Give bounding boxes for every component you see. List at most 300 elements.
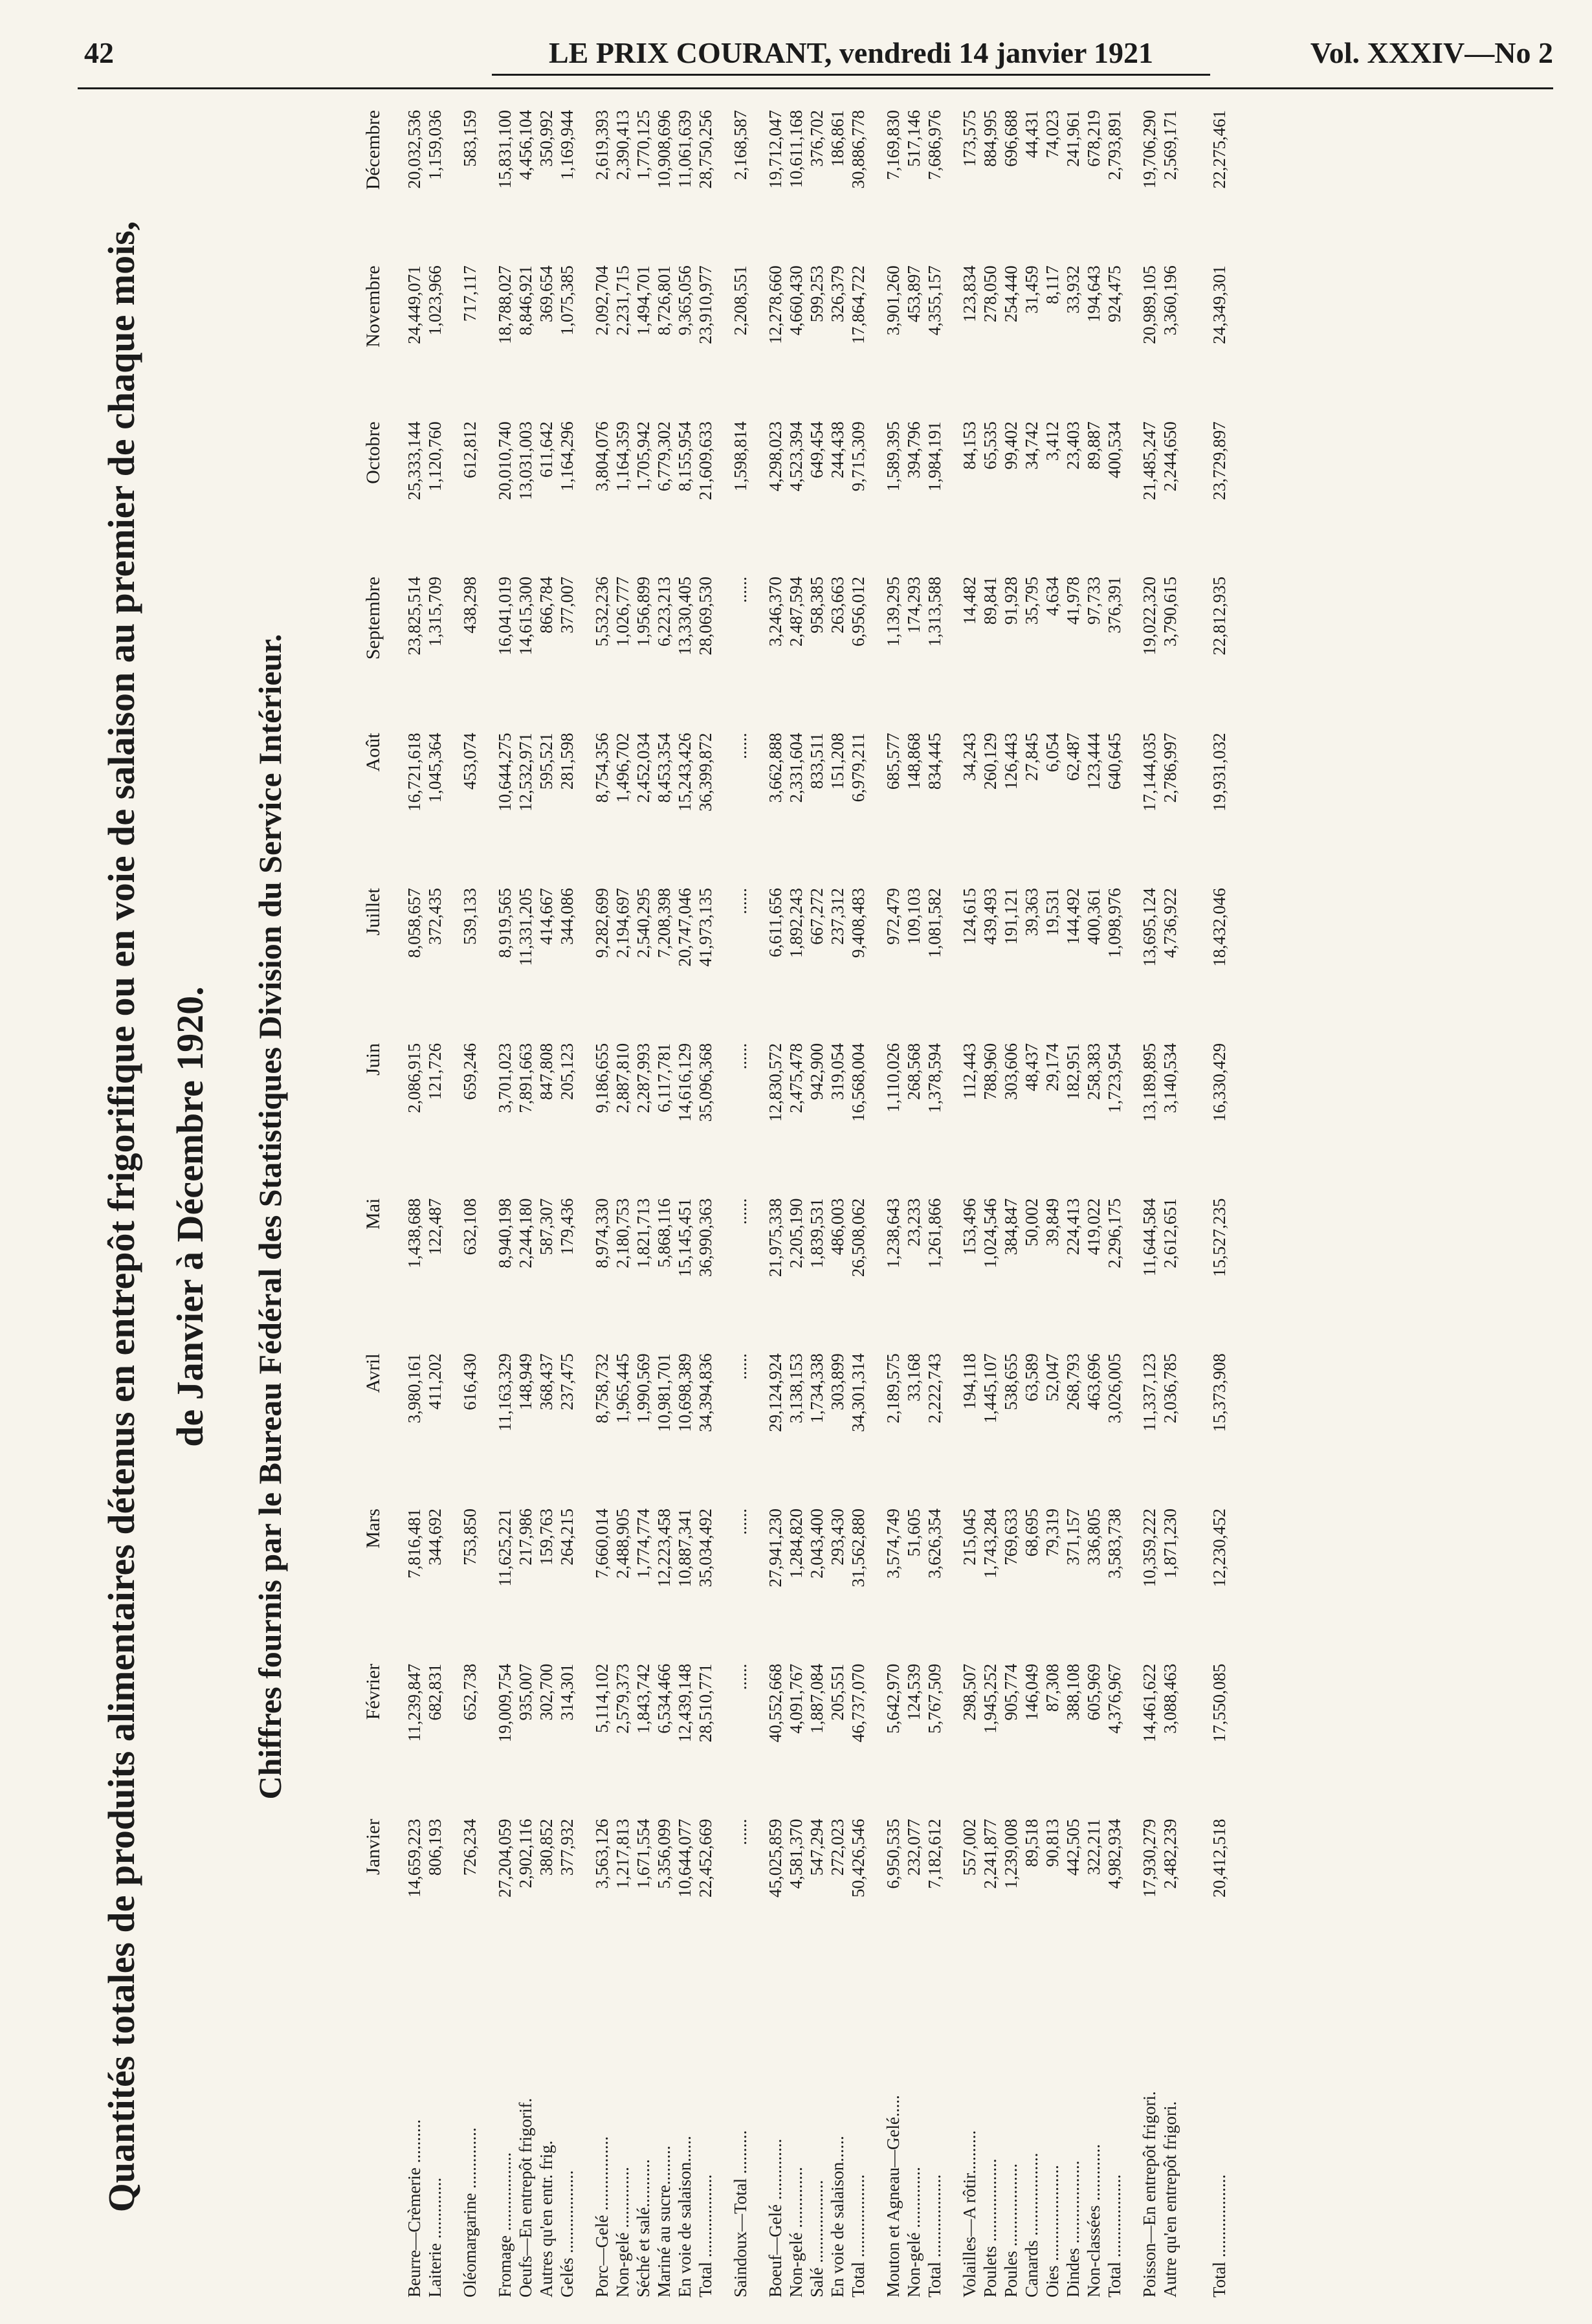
table-cell: 21,485,247	[1140, 421, 1159, 500]
table-cell: 6,117,781	[654, 1043, 674, 1112]
table-cell: 31,459	[1022, 265, 1041, 314]
table-cell: 9,408,483	[848, 888, 868, 958]
table-cell: 22,812,935	[1210, 577, 1229, 656]
table-cell: 753,850	[460, 1509, 480, 1566]
table-cell: 99,402	[1001, 421, 1021, 470]
row-label	[480, 1974, 494, 2297]
table-cell: 326,379	[828, 265, 847, 323]
table-cell: 5,356,099	[654, 1819, 674, 1889]
table-row	[404, 110, 425, 2297]
table-cell: 2,786,997	[1160, 733, 1180, 803]
row-label: Oeufs—En entrepôt frigorif.	[516, 2097, 535, 2297]
table-cell: 942,900	[807, 1043, 826, 1100]
table-cell: 1,990,569	[634, 1353, 653, 1424]
table-cell: 23,729,897	[1210, 421, 1229, 500]
table-cell	[751, 265, 765, 421]
table-cell	[716, 577, 730, 733]
table-cell: 144,492	[1063, 888, 1083, 945]
table-row	[1104, 110, 1125, 2297]
row-label: Total ...................	[1210, 2174, 1229, 2297]
table-cell	[868, 1043, 883, 1199]
table-cell: 224,413	[1063, 1198, 1083, 1256]
table-cell: 16,721,618	[404, 733, 424, 812]
table-cell: 5,868,116	[654, 1198, 674, 1268]
table-cell	[716, 110, 730, 265]
table-cell: 7,169,830	[883, 110, 903, 180]
table-cell: 153,496	[960, 1198, 979, 1256]
table-cell: 1,075,385	[557, 265, 577, 336]
table-cell	[480, 888, 494, 1043]
row-label: Volailles—A rôtir..........	[960, 2130, 979, 2297]
table-cell	[577, 1043, 591, 1199]
table-cell: 91,928	[1001, 577, 1021, 625]
table-cell: 2,208,551	[731, 265, 750, 336]
table-cell: 2,241,877	[980, 1819, 1000, 1889]
table-cell: 1,494,701	[634, 265, 653, 336]
table-cell: 1,217,813	[613, 1819, 632, 1889]
table-cell: 194,118	[960, 1353, 979, 1410]
table-cell: 400,361	[1084, 888, 1103, 945]
table-cell: ......	[731, 1819, 750, 1845]
title-line-2: de Janvier à Décembre 1920.	[169, 986, 211, 1447]
table-cell: 90,813	[1043, 1819, 1062, 1867]
row-label: Total ...................	[848, 2174, 868, 2297]
table-cell: 16,041,019	[495, 577, 514, 656]
table-cell: 4,298,023	[766, 421, 785, 492]
month-header: Janvier	[362, 1819, 384, 1876]
table-cell: 41,973,135	[696, 888, 715, 967]
month-header: Décembre	[362, 110, 384, 190]
table-cell	[945, 1509, 959, 1664]
table-cell	[945, 1043, 959, 1199]
table-cell: 5,532,236	[592, 577, 612, 647]
table-cell: 34,742	[1022, 421, 1041, 470]
row-label	[751, 1974, 765, 2297]
table-cell	[480, 1199, 494, 1354]
table-body	[404, 110, 1230, 2297]
table-cell	[480, 265, 494, 421]
table-cell	[577, 1509, 591, 1664]
table-cell: 6,534,466	[654, 1663, 674, 1734]
table-cell: 87,308	[1043, 1663, 1062, 1712]
table-cell: ......	[731, 1663, 750, 1690]
table-cell: 414,667	[536, 888, 556, 945]
table-cell: 1,315,709	[425, 577, 445, 647]
table-cell: 15,243,426	[675, 733, 694, 812]
table-cell: 217,986	[516, 1509, 535, 1566]
row-label	[716, 1974, 730, 2297]
table-cell: 726,234	[460, 1819, 480, 1876]
table-cell: 1,445,107	[980, 1353, 1000, 1424]
table-cell: 2,579,373	[613, 1663, 632, 1734]
table-row	[903, 110, 924, 2297]
table-cell: 1,120,760	[425, 421, 445, 492]
table-cell: 678,219	[1084, 110, 1103, 167]
page-header	[0, 0, 1592, 91]
table-cell	[945, 110, 959, 265]
table-cell: 15,831,100	[495, 110, 514, 189]
table-cell: 5,642,970	[883, 1663, 903, 1734]
table-cell: 1,238,643	[883, 1198, 903, 1268]
month-header: Avril	[362, 1353, 384, 1393]
table-cell: 3,026,005	[1105, 1353, 1124, 1424]
table-cell: 884,995	[980, 110, 1000, 167]
table-row	[591, 110, 612, 2297]
table-cell: 1,239,008	[1001, 1819, 1021, 1889]
row-spacer	[1125, 110, 1139, 2297]
table-cell: 6,223,213	[654, 577, 674, 647]
row-label: Mariné au sucre.........	[654, 2145, 674, 2297]
table-cell: 22,452,669	[696, 1819, 715, 1898]
table-row	[557, 110, 577, 2297]
table-cell	[445, 1819, 459, 1974]
table-row	[848, 110, 868, 2297]
table-cell	[577, 733, 591, 888]
table-cell: 368,437	[536, 1353, 556, 1411]
table-row	[980, 110, 1001, 2297]
table-cell: 1,159,036	[425, 110, 445, 180]
table-cell: 1,965,445	[613, 1353, 632, 1424]
table-cell	[751, 733, 765, 888]
table-cell	[480, 421, 494, 577]
table-cell: 9,715,309	[848, 421, 868, 492]
table-cell: 2,168,587	[731, 110, 750, 180]
table-cell: 6,054	[1043, 733, 1062, 773]
table-cell: 20,747,046	[675, 888, 694, 967]
table-cell: 63,589	[1022, 1353, 1041, 1402]
table-cell: 33,932	[1063, 265, 1083, 314]
table-cell	[716, 1664, 730, 1819]
table-row	[1083, 110, 1104, 2297]
table-cell: 124,539	[904, 1663, 923, 1721]
table-cell: 322,211	[1084, 1819, 1103, 1876]
table-cell: 11,163,329	[495, 1353, 514, 1432]
table-cell: 27,845	[1022, 733, 1041, 781]
table-cell: 3,701,023	[495, 1043, 514, 1113]
table-cell: 3,563,126	[592, 1819, 612, 1889]
table-cell: 2,296,175	[1105, 1198, 1124, 1268]
table-cell: 68,695	[1022, 1509, 1041, 1557]
table-cell: 20,010,740	[495, 421, 514, 500]
table-cell: 611,642	[536, 421, 556, 478]
table-cell: 79,319	[1043, 1509, 1062, 1557]
row-label	[445, 1974, 459, 2297]
table-cell: 8,940,198	[495, 1198, 514, 1268]
table-cell	[577, 888, 591, 1043]
table-cell: 3,246,370	[766, 577, 785, 647]
volume-number: Vol. XXXIV—No 2	[1310, 36, 1553, 69]
table-cell	[945, 421, 959, 577]
row-label: Non-classées .............	[1084, 2144, 1103, 2297]
table-cell	[751, 1353, 765, 1509]
table-cell: 4,523,394	[786, 421, 806, 492]
table-cell: 10,981,701	[654, 1353, 674, 1432]
row-label	[945, 1974, 959, 2297]
table-cell: 1,164,296	[557, 421, 577, 492]
month-header-row	[362, 110, 404, 2297]
table-cell: 205,123	[557, 1043, 577, 1100]
table-cell: 667,272	[807, 888, 826, 945]
table-cell: 263,663	[828, 577, 847, 634]
table-cell: 33,168	[904, 1353, 923, 1402]
table-cell: 8,155,954	[675, 421, 694, 492]
table-cell: 376,702	[807, 110, 826, 167]
table-cell: 11,061,639	[675, 110, 694, 188]
table-cell: 258,383	[1084, 1043, 1103, 1100]
table-cell: 11,331,205	[516, 888, 535, 966]
rotated-table-block	[78, 110, 1553, 2323]
table-cell: 2,390,413	[613, 110, 632, 180]
table-cell: 28,069,530	[696, 577, 715, 656]
table-cell: 15,527,235	[1210, 1198, 1229, 1278]
table-cell: 2,189,575	[883, 1353, 903, 1424]
table-cell: 19,022,320	[1140, 577, 1159, 656]
table-cell: 151,208	[828, 733, 847, 790]
table-cell	[716, 1509, 730, 1664]
table-cell: 18,788,027	[495, 265, 514, 344]
table-cell: 13,330,405	[675, 577, 694, 656]
table-cell: 28,510,771	[696, 1663, 715, 1743]
table-cell	[751, 1043, 765, 1199]
table-row	[425, 110, 445, 2297]
table-row	[536, 110, 557, 2297]
table-cell: 1,887,084	[807, 1663, 826, 1734]
table-cell: 1,081,582	[925, 888, 944, 958]
table-cell	[1125, 1043, 1139, 1199]
table-cell: 2,331,604	[786, 733, 806, 803]
table-cell: 50,426,546	[848, 1819, 868, 1898]
table-cell	[480, 1043, 494, 1199]
table-cell: 30,886,778	[848, 110, 868, 189]
table-cell: 1,164,359	[613, 421, 632, 492]
table-cell	[868, 1353, 883, 1509]
table-cell	[445, 1043, 459, 1199]
table-cell: 40,552,668	[766, 1663, 785, 1743]
table-cell	[445, 733, 459, 888]
table-cell: 517,146	[904, 110, 923, 167]
table-cell: 89,841	[980, 577, 1000, 625]
table-cell: 179,436	[557, 1198, 577, 1256]
table-cell: 2,036,785	[1160, 1353, 1180, 1424]
table-cell: 2,086,915	[404, 1043, 424, 1113]
table-row	[494, 110, 515, 2297]
statistics-table	[362, 110, 1230, 2297]
table-row	[959, 110, 980, 2297]
table-cell: 557,002	[960, 1819, 979, 1876]
table-cell: 27,941,230	[766, 1509, 785, 1588]
table-row	[1042, 110, 1063, 2297]
table-row	[1021, 110, 1042, 2297]
table-cell: 806,193	[425, 1819, 445, 1876]
table-cell: 10,908,696	[654, 110, 674, 189]
table-cell: 1,671,554	[634, 1819, 653, 1889]
table-cell: 2,231,715	[613, 265, 632, 336]
table-cell: 3,412	[1043, 421, 1062, 461]
table-cell: 182,951	[1063, 1043, 1083, 1100]
table-cell: 84,153	[960, 421, 979, 470]
table-cell: 539,133	[460, 888, 480, 945]
table-cell: 173,575	[960, 110, 979, 167]
table-cell: 453,897	[904, 265, 923, 323]
table-cell: 419,022	[1084, 1198, 1103, 1256]
table-cell	[868, 888, 883, 1043]
table-cell: 659,246	[460, 1043, 480, 1100]
table-cell: 13,031,003	[516, 421, 535, 500]
table-row	[806, 110, 827, 2297]
table-cell: 23,403	[1063, 421, 1083, 470]
table-cell	[445, 1353, 459, 1509]
month-header: Mai	[362, 1198, 384, 1230]
table-cell: 2,482,239	[1160, 1819, 1180, 1889]
table-cell: 1,496,702	[613, 733, 632, 803]
table-cell	[945, 577, 959, 733]
table-cell: 696,688	[1001, 110, 1021, 167]
table-cell: 1,984,191	[925, 421, 944, 492]
table-cell: 1,261,866	[925, 1198, 944, 1268]
table-cell	[945, 1664, 959, 1819]
table-row	[1160, 110, 1180, 2297]
table-cell: 6,979,211	[848, 733, 868, 802]
table-cell: 74,023	[1043, 110, 1062, 159]
table-cell: 380,852	[536, 1819, 556, 1876]
table-cell: 972,479	[883, 888, 903, 945]
table-cell: 1,284,820	[786, 1509, 806, 1579]
table-cell: 4,355,157	[925, 265, 944, 336]
table-cell: 16,330,429	[1210, 1043, 1229, 1122]
table-cell: 1,839,531	[807, 1198, 826, 1268]
month-header: Mars	[362, 1509, 384, 1549]
table-cell	[716, 1353, 730, 1509]
table-cell	[445, 110, 459, 265]
row-label	[868, 1974, 883, 2297]
table-cell	[868, 265, 883, 421]
table-cell	[716, 1199, 730, 1354]
table-cell	[868, 110, 883, 265]
table-cell: 29,174	[1043, 1043, 1062, 1092]
table-cell: 6,956,012	[848, 577, 868, 647]
row-spacer	[945, 110, 959, 2297]
table-cell: 20,412,518	[1210, 1819, 1229, 1898]
table-cell: 344,692	[425, 1509, 445, 1566]
table-cell: 51,605	[904, 1509, 923, 1557]
table-cell	[751, 1819, 765, 1974]
table-cell: 27,204,059	[495, 1819, 514, 1898]
table-cell: 3,790,615	[1160, 577, 1180, 647]
table-cell	[480, 733, 494, 888]
table-cell: 23,233	[904, 1198, 923, 1246]
table-cell	[480, 1664, 494, 1819]
table-cell: 3,088,463	[1160, 1663, 1180, 1734]
table-cell: 191,121	[1001, 888, 1021, 945]
table-cell	[445, 421, 459, 577]
table-cell: 1,723,954	[1105, 1043, 1124, 1113]
table-cell: ......	[731, 1043, 750, 1070]
table-cell: 36,990,363	[696, 1198, 715, 1278]
table-cell: 12,830,572	[766, 1043, 785, 1122]
table-cell: 7,891,663	[516, 1043, 535, 1113]
table-cell: 2,487,594	[786, 577, 806, 647]
table-cell: 10,644,077	[675, 1819, 694, 1898]
table-cell: 89,518	[1022, 1819, 1041, 1867]
table-cell: 112,443	[960, 1043, 979, 1100]
table-cell: 122,487	[425, 1198, 445, 1256]
table-cell: 1,024,546	[980, 1198, 1000, 1268]
table-cell: 376,391	[1105, 577, 1124, 634]
table-cell: 2,287,993	[634, 1043, 653, 1113]
table-cell: 23,825,514	[404, 577, 424, 656]
table-cell: 652,738	[460, 1663, 480, 1721]
table-cell: 2,244,180	[516, 1198, 535, 1268]
table-cell: 2,887,810	[613, 1043, 632, 1113]
table-cell: 1,110,026	[883, 1043, 903, 1112]
table-cell: 2,043,400	[807, 1509, 826, 1579]
table-cell: 39,849	[1043, 1198, 1062, 1246]
table-cell	[577, 421, 591, 577]
row-label: Séché et salé...........	[634, 2159, 653, 2297]
table-cell	[577, 1819, 591, 1974]
journal-title: LE PRIX COURANT, vendredi 14 janvier 1921	[492, 36, 1210, 76]
table-cell: 1,743,284	[980, 1509, 1000, 1579]
table-cell: 62,487	[1063, 733, 1083, 781]
table-cell: 640,645	[1105, 733, 1124, 790]
row-label: Total ...................	[925, 2174, 944, 2297]
table-cell: 394,796	[904, 421, 923, 479]
table-cell	[945, 1819, 959, 1974]
table-cell: 20,989,105	[1140, 265, 1159, 344]
table-cell: 350,992	[536, 110, 556, 167]
table-cell: 2,619,393	[592, 110, 612, 180]
table-cell: 25,333,144	[404, 421, 424, 500]
table-cell: 9,282,699	[592, 888, 612, 958]
table-cell: 2,488,905	[613, 1509, 632, 1579]
table-cell	[1125, 265, 1139, 421]
table-cell: 123,444	[1084, 733, 1103, 790]
table-cell: 8,919,565	[495, 888, 514, 958]
table-cell: 241,961	[1063, 110, 1083, 167]
table-row	[674, 110, 695, 2297]
table-cell: 1,705,942	[634, 421, 653, 492]
table-cell: 12,223,458	[654, 1509, 674, 1588]
table-row	[1139, 110, 1160, 2297]
table-cell: 65,535	[980, 421, 1000, 470]
table-cell: 847,808	[536, 1043, 556, 1100]
table-cell: 8,754,356	[592, 733, 612, 803]
table-row	[515, 110, 536, 2297]
table-cell: 377,007	[557, 577, 577, 634]
table-cell	[751, 110, 765, 265]
table-cell: 1,598,814	[731, 421, 750, 492]
table-cell: 866,784	[536, 577, 556, 634]
table-cell	[751, 421, 765, 577]
table-cell: 264,215	[557, 1509, 577, 1566]
table-cell: 10,644,275	[495, 733, 514, 812]
table-cell: 34,394,836	[696, 1353, 715, 1432]
table-cell: 388,108	[1063, 1663, 1083, 1721]
table-cell: ......	[731, 1353, 750, 1380]
table-cell: 124,615	[960, 888, 979, 945]
table-cell: 9,186,655	[592, 1043, 612, 1113]
table-cell: 314,301	[557, 1663, 577, 1721]
table-cell: 583,159	[460, 110, 480, 167]
table-cell: 35,096,368	[696, 1043, 715, 1122]
table-cell: 9,365,056	[675, 265, 694, 336]
table-row	[695, 110, 716, 2297]
table-cell: 7,182,612	[925, 1819, 944, 1889]
table-cell: 1,438,688	[404, 1198, 424, 1268]
month-header: Août	[362, 733, 384, 772]
table-cell: 1,045,364	[425, 733, 445, 803]
table-cell: 538,655	[1001, 1353, 1021, 1411]
